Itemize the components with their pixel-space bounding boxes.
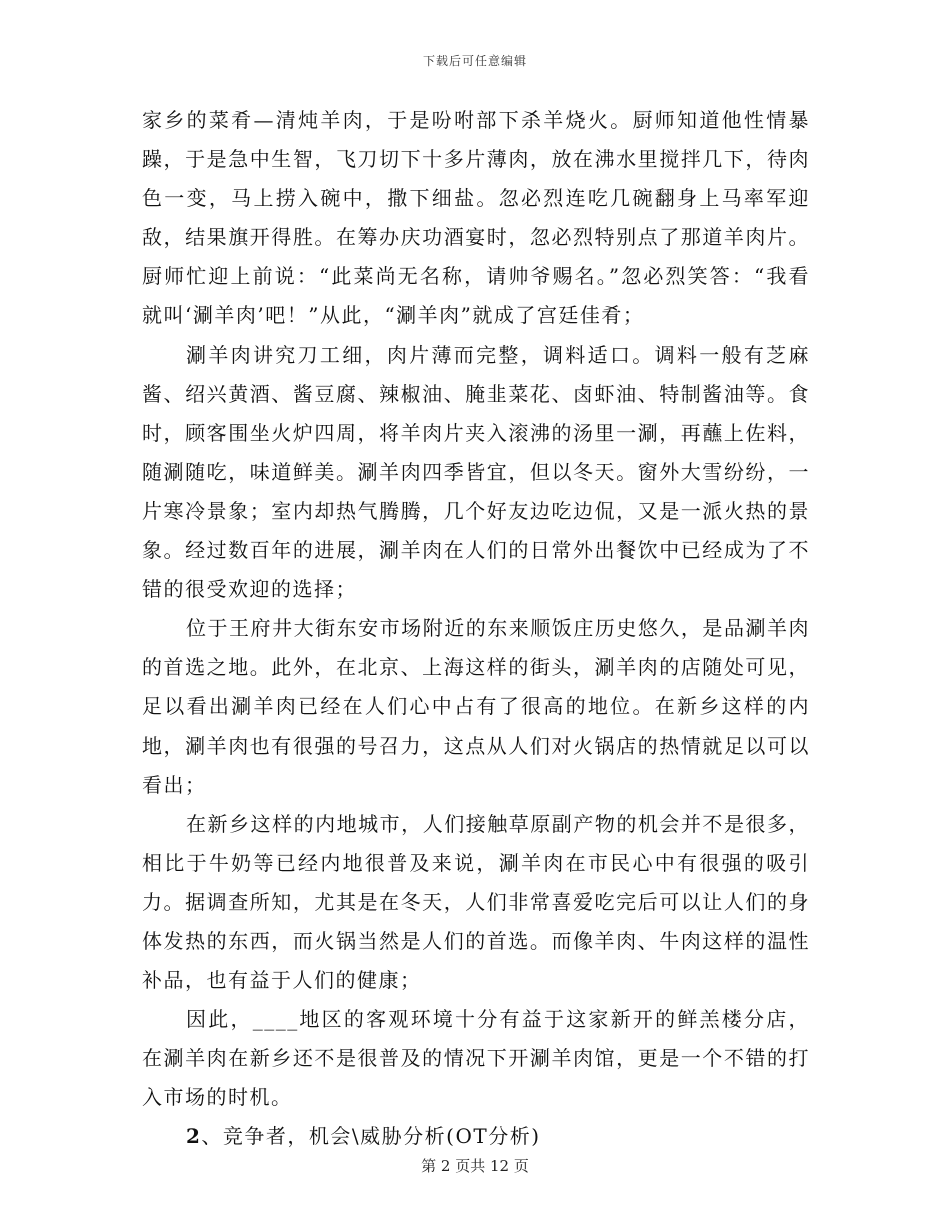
paragraph-4: 在新乡这样的内地城市，人们接触草原副产物的机会并不是很多，相比于牛奶等已经内地很普及来说，涮羊肉在市民心中有很强的吸引力。据调查所知，尤其是在冬天，人们非常喜爱吃完后可以让人们的身体发热的东西，而火锅当然是人们的首选。而像羊肉、牛肉这样的温性补品，也有益于人们的健康； xyxy=(142,811,810,993)
paragraph-3: 位于王府井大街东安市场附近的东来顺饭庄历史悠久，是品涮羊肉的首选之地。此外，在北京、上海这样的街头，涮羊肉的店随处可见，足以看出涮羊肉已经在人们心中占有了很高的地位。在新乡这样的内地，涮羊肉也有很强的号召力，这点从人们对火锅店的热情就足以可以看出； xyxy=(142,616,810,797)
page-header: 下载后可任意编辑 xyxy=(422,54,527,68)
document-body xyxy=(142,101,810,1157)
section-heading-text: 、竞争者，机会\威胁分析(OT分析) xyxy=(201,1124,541,1149)
section-heading xyxy=(142,1117,810,1156)
paragraph-1: 家乡的菜肴—清炖羊肉，于是吩咐部下杀羊烧火。厨师知道他性情暴躁，于是急中生智，飞刀切下十多片薄肉，放在沸水里搅拌几下，待肉色一变，马上捞入碗中，撒下细盐。忽必烈连吃几碗翻身上马率军迎敌，结果旗开得胜。在筹办庆功酒宴时，忽必烈特别点了那道羊肉片。厨师忙迎上前说：“此菜尚无名称，请帅爷赐名。”忽必烈笑答：“我看就叫‘涮羊肉’吧！”从此，“涮羊肉”就成了宫廷佳肴； xyxy=(142,108,810,328)
page-footer: 第 2 页共 12 页 xyxy=(421,1157,529,1175)
paragraph-2: 涮羊肉讲究刀工细，肉片薄而完整，调料适口。调料一般有芝麻酱、绍兴黄酒、酱豆腐、辣椒油、腌韭菜花、卤虾油、特制酱油等。食时，顾客围坐火炉四周，将羊肉片夹入滚沸的汤里一涮，再蘸上佐料，随涮随吃，味道鲜美。涮羊肉四季皆宜，但以冬天。窗外大雪纷纷，一片寒冷景象；室内却热气腾腾，几个好友边吃边侃，又是一派火热的景象。经过数百年的进展，涮羊肉在人们的日常外出餐饮中已经成为了不错的很受欢迎的选择； xyxy=(142,342,810,602)
paragraph-5: 因此，____地区的客观环境十分有益于这家新开的鲜羔楼分店，在涮羊肉在新乡还不是很普及的情况下开涮羊肉馆，更是一个不错的打入市场的时机。 xyxy=(142,1007,810,1110)
section-heading-number: 2 xyxy=(186,1124,202,1149)
